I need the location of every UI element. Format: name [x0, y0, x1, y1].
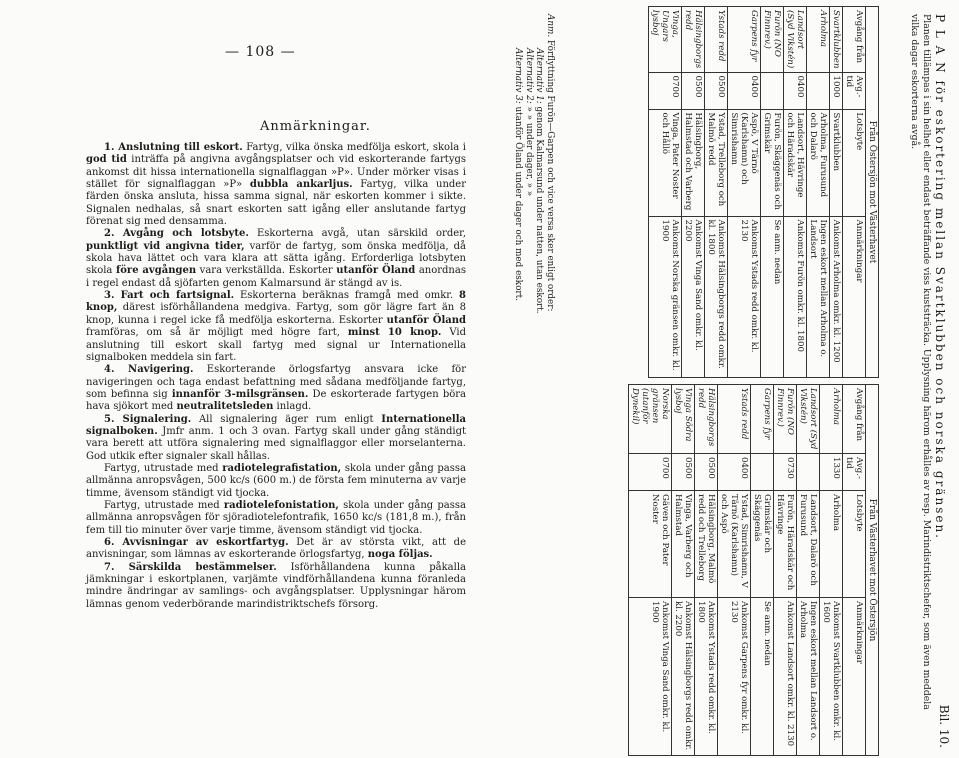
remark-bold-text: före avgången: [115, 265, 197, 277]
table2-col-departure: Avgång från: [843, 385, 866, 454]
time-cell: 1330: [820, 454, 843, 491]
note-text: genom Kalmarsund under natten, utan eskort.: [534, 103, 545, 314]
remarks-cell: Ankomst Vinga Sand omkr. kl. 2200: [682, 216, 705, 377]
right-page: [480, 0, 959, 758]
remark-bold-text: 8 knop,: [86, 290, 466, 314]
remark-text: Jmfr anm. 1 och 3 ovan. Fartyg skall under gång ständigt vara berett att utföra signalering med signalflaggor eller morselanterna. God utkik efter signaler skall hållas.: [86, 425, 466, 462]
table2-col-pilot: Lotsbyte: [843, 491, 866, 598]
departure-cell: Vinga, Ungars lysboj: [649, 7, 682, 73]
table2-group-header: Från Västerhavet mot Östersjön: [866, 385, 879, 756]
note-text: » » under dager, » »: [524, 103, 534, 197]
remark-paragraph: [86, 562, 466, 611]
remark-text: skola under gång passa allmänna anropsvågen för sjöradiotelefontrafik, 1650 kc/s (181,8 m.), från fem till tio minuter över varje timme, ävensom ständigt vid tjocka.: [86, 499, 466, 536]
time-cell: [807, 72, 830, 109]
pilot-cell: Hälsingborg, Malmö redd och Trelleborg: [695, 491, 718, 598]
departure-cell: Arholma: [807, 7, 830, 73]
page-number: — 108 —: [225, 44, 296, 60]
note-text: Förflyttning Furön—Garpen och vice versa sker enligt order:: [545, 39, 555, 312]
departure-cell: Garpens fyr: [728, 7, 761, 73]
remark-paragraph: [86, 364, 466, 413]
remark-text: Vid anslutning till eskort skall fartyg med signal ur Internationella signalboken meddela sin fart.: [86, 327, 466, 363]
remark-bold-text: radiotelefonistation,: [223, 499, 339, 511]
remark-text: framföras, om så är möjligt med högre fart,: [86, 327, 348, 339]
remark-bold-text: 6. Avvisningar av eskortfartyg.: [104, 537, 289, 548]
remark-bold-text: noga följas.: [367, 549, 433, 561]
time-cell: 0730: [774, 454, 797, 491]
pilot-cell: Vinga, Pater Noster och Hållö: [649, 109, 682, 216]
pilot-cell: Vinga, Varberg och Halmstad: [672, 491, 695, 598]
remark-text: anordnas i regel endast då sjöfarten genom Kalmarsund är stängd av is.: [86, 265, 466, 289]
time-cell: 0400: [718, 454, 751, 491]
remark-text: Fartyg, utrustade med: [104, 499, 224, 511]
remarks-cell: Se anm. nedan: [761, 216, 784, 377]
note-line: [513, 14, 524, 744]
remark-text: Eskorterna avgå, utan särskild order,: [248, 228, 466, 240]
table-row: [830, 7, 843, 378]
remark-text: Eskorterna beräknas framgå med omkr.: [234, 290, 460, 302]
pilot-cell: Furön, Häradskär och Hävringe: [774, 491, 797, 598]
remark-bold-text: dubbla ankarljus.: [249, 179, 353, 191]
remarks-heading: Anmärkningar.: [260, 119, 371, 134]
pilot-cell: Ystad, Trelleborg och Malmö redd: [705, 109, 728, 216]
remarks-cell: Ankomst Furön omkr. kl. 1800: [784, 216, 807, 377]
pilot-cell: Ystad, Simrishamn, V Tärnö (Karlshamn) och Aspö: [718, 491, 751, 598]
remarks-cell: Ankomst Vinga Sand omkr. kl. 1900: [629, 598, 672, 756]
pilot-cell: Gäven och Pater Noster: [629, 491, 672, 598]
pilot-cell: Landsort, Hävringe och Häradskär: [784, 109, 807, 216]
remarks-cell: Ankomst Svartklubben omkr. kl. 1600: [820, 598, 843, 756]
remark-bold-text: innanför 3-milsgränsen.: [171, 388, 309, 400]
plan-title: P L A N för eskortering mellan Svartklubben och norska gränsen.: [933, 14, 947, 540]
pilot-cell: Arholma: [820, 491, 843, 598]
remarks-cell: Ankomst Hälsingborgs redd omkr. kl. 1800: [705, 216, 728, 377]
remarks-cell: Ingen eskort mellan Landsort o. Arholma: [797, 598, 820, 756]
time-cell: 0400: [728, 72, 761, 109]
table-row: [797, 385, 820, 756]
time-cell: 0400: [784, 72, 807, 109]
remark-text: inträffa på angivna avgångsplatser och vid eskorterande fartygs ankomst dit hissa internationella signalflaggan »P». Under mörker visas i stället för signalflaggan »P»: [86, 154, 466, 191]
departure-cell: Norska gränsen (utanför Dynekil): [629, 385, 672, 454]
plan-notes: [513, 14, 555, 744]
remarks-cell: Ankomst Landsort omkr. kl. 2130: [774, 598, 797, 756]
table-row: [718, 385, 751, 756]
remarks-cell: Se anm. nedan: [751, 598, 774, 756]
table2-col-remarks: Anmärkningar: [843, 598, 866, 756]
remark-text: Isförhållandena kunna påkalla jämkningar i eskortplanen, varjämte vindförhållandena kunna föranleda mindre ändringar av samlings- och avgångsplatser. Upplysningar härom lämnas genom vederbörande marindistriktschefs försorg.: [86, 561, 466, 610]
time-cell: [761, 72, 784, 109]
departure-cell: Hälsingborgs redd: [682, 7, 705, 73]
time-cell: [797, 454, 820, 491]
remark-text: Fartyg, utrustade med: [104, 462, 223, 474]
remark-bold-text: 4. Navigering.: [104, 364, 194, 376]
table-west-to-baltic: [628, 384, 879, 756]
remark-text: vara verkställda. Eskorter: [196, 265, 337, 277]
remark-text: Det är av största vikt, att de anvisningar, som lämnas av eskorterande örlogsfartyg,: [86, 537, 466, 561]
remarks-body: [86, 142, 466, 611]
remark-bold-text: 1. Anslutning till eskort.: [104, 142, 243, 153]
pilot-cell: Svartklubben: [830, 109, 843, 216]
departure-cell: Vinga Södra lysboj: [672, 385, 695, 454]
departure-cell: Svartklubben: [830, 7, 843, 73]
note-line: [524, 14, 535, 744]
note-key: Alternativ 1:: [534, 48, 545, 104]
remark-bold-text: neutralitetsleden: [176, 401, 274, 413]
departure-cell: Landsort (Syd Vikstén): [784, 7, 807, 73]
remark-bold-text: 5. Signalering.: [104, 413, 192, 425]
table-row: [820, 385, 843, 756]
table1-group-header: Från Östersjön mot Västerhavet: [866, 7, 879, 378]
remark-bold-text: minst 10 knop.: [347, 327, 442, 339]
table-row: [705, 7, 728, 378]
remarks-cell: Ingen eskort mellan Arholma o. Landsort: [807, 216, 830, 377]
time-cell: 0500: [682, 72, 705, 109]
time-cell: 0500: [695, 454, 718, 491]
rotated-plan: [480, 0, 959, 758]
pilot-cell: Grimskär och Skäggenäs: [751, 491, 774, 598]
remark-paragraph: [86, 228, 466, 290]
remark-paragraph: [86, 414, 466, 463]
table-baltic-to-west: [648, 6, 879, 378]
remark-paragraph: [86, 290, 466, 364]
remark-bold-text: radiotelegrafistation,: [222, 462, 342, 474]
table-row: [751, 385, 774, 756]
departure-cell: Furön (NO Finnrev.): [761, 7, 784, 73]
table1-col-time: Avg.-tid: [843, 72, 866, 109]
remark-text: inlagd.: [273, 401, 312, 413]
remark-text: All signalering äger rum enligt: [191, 413, 382, 425]
table-row: [695, 385, 718, 756]
pilot-cell: Furön, Skäggenäs och Grimskär: [761, 109, 784, 216]
remark-bold-text: utanför Öland: [336, 265, 416, 277]
table-row: [728, 7, 761, 378]
remark-bold-text: god tid: [86, 154, 127, 166]
departure-cell: Landsort (Syd Vikstén): [797, 385, 820, 454]
table1-col-departure: Avgång från: [843, 7, 866, 73]
note-key: Alternativ 3:: [513, 48, 524, 104]
remark-text: Eskorterande örlogsfartyg ansvara icke för navigeringen och taga endast befattning med sådana medföljande fartyg, som befinna sig: [86, 364, 466, 400]
remark-paragraph: [86, 463, 466, 500]
remark-paragraph: [86, 500, 466, 537]
remarks-cell: Ankomst Ystads redd omkr. kl. 2130: [728, 216, 761, 377]
remark-bold-text: 2. Avgång och lotsbyte.: [104, 228, 249, 240]
time-cell: [751, 454, 774, 491]
table1-col-remarks: Anmärkningar: [843, 216, 866, 377]
time-cell: 1000: [830, 72, 843, 109]
time-cell: 0500: [705, 72, 728, 109]
remark-bold-text: 3. Fart och fartsignal.: [104, 290, 235, 302]
remarks-cell: Ankomst Garpens fyr omkr. kl. 2130: [718, 598, 751, 756]
pilot-cell: Hälsingborg, Halmstad och Varberg: [682, 109, 705, 216]
time-cell: 0700: [649, 72, 682, 109]
remarks-cell: Ankomst Ystads redd omkr. kl. 1800: [695, 598, 718, 756]
remark-text: skola under gång passa allmänna anropsvågen, 500 kc/s (600 m.) de första fem minuterna av varje timme, ävensom ständigt vid tjocka.: [86, 462, 466, 499]
time-cell: 0700: [629, 454, 672, 491]
table2-col-time: Avg.-tid: [843, 454, 866, 491]
remark-text: Fartyg, vilka under färden önska ansluta, hissa samma signal, när eskorten kommer i sikte. Signalen nedhalas, så snart eskorten satt igång eller anslutande fartyg förenat sig med densamma.: [86, 179, 466, 228]
note-text: utanför Öland under dager och med eskort.: [513, 103, 524, 301]
table-row: [649, 7, 682, 378]
remark-paragraph: [86, 142, 466, 228]
pilot-cell: Aspö, V Tärnö (Karlshamn) och Simrishamn: [728, 109, 761, 216]
note-line: [545, 14, 556, 744]
remark-text: varför de fartyg, som önska medfölja, då skola hava lättet och vara klara att sätta igång. Erforderliga lotsbyten skola: [86, 240, 467, 277]
remark-paragraph: [86, 537, 466, 562]
departure-cell: Ystads redd: [705, 7, 728, 73]
table-row: [629, 385, 672, 756]
note-label: Anm.: [545, 14, 555, 38]
pilot-cell: Landsort, Dalarö och Furusund: [797, 491, 820, 598]
remark-bold-text: 7. Särskilda bestämmelser.: [104, 561, 277, 573]
table1-col-pilot: Lotsbyte: [843, 109, 866, 216]
table-row: [774, 385, 797, 756]
remark-text: De eskorterade fartygen böra hava sjökort med: [86, 388, 467, 413]
table-row: [672, 385, 695, 756]
departure-cell: Hälsingborgs redd: [695, 385, 718, 454]
note-line: [534, 14, 545, 744]
pilot-cell: Arholma, Furusund och Dalarö: [807, 109, 830, 216]
remarks-cell: Ankomst Arholma omkr. kl. 1200: [830, 216, 843, 377]
table-row: [682, 7, 705, 378]
departure-cell: Ystads redd: [718, 385, 751, 454]
note-key: Alternativ 2:: [524, 48, 534, 104]
attachment-label: Bil. 10.: [937, 704, 951, 748]
table-row: [784, 7, 807, 378]
remarks-cell: Ankomst Norska gränsen omkr. kl. 1900: [649, 216, 682, 377]
table-row: [807, 7, 830, 378]
departure-cell: Garpens fyr: [751, 385, 774, 454]
time-cell: 0500: [672, 454, 695, 491]
remarks-cell: Ankomst Hälsingborgs redd omkr. kl. 2200: [672, 598, 695, 756]
remark-text: Fartyg, vilka önska medfölja eskort, skola i: [242, 142, 466, 153]
table-row: [761, 7, 784, 378]
departure-cell: Arholma: [820, 385, 843, 454]
plan-intro: Planen tillämpas i sin helhet eller endast beträffande viss kuststräcka. Upplysning härom erhålles av resp. Marindistriktschefer, som även meddela vilka dagar eskorterna avgå.: [909, 14, 932, 710]
departure-cell: Furön (NO Finnrev.): [774, 385, 797, 454]
remark-bold-text: punktligt vid angivna tider,: [86, 240, 245, 252]
remark-bold-text: utanför Öland: [386, 314, 467, 326]
remark-text: därest isförhållandena medgiva. Fartyg, som gör lägre fart än 8 knop, kunna i regel icke få medfölja eskorterna. Eskorter: [86, 302, 466, 326]
remark-bold-text: Internationella signalboken.: [86, 413, 467, 437]
